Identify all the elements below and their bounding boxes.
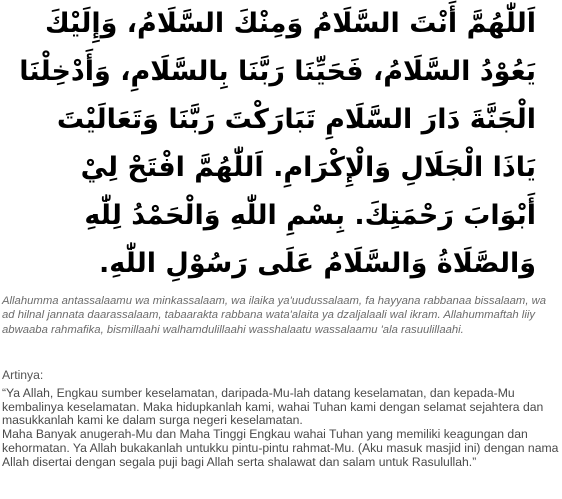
- arabic-line: يَعُوْدُ السَّلَامُ، فَحَيِّنَا رَبَّنَا بِالسَّلَامِ، وَأَدْخِلْنَا: [19, 56, 536, 87]
- arabic-line: اَللّٰهُمَّ أَنْتَ السَّلَامُ وَمِنْكَ السَّلَامُ، وَإِلَيْكَ: [45, 8, 536, 39]
- arabic-line: الْجَنَّةَ دَارَ السَّلَامِ تَبَارَكْتَ رَبَّنَا وَتَعَالَيْتَ: [56, 104, 536, 135]
- translation-paragraph: Maha Banyak anugerah-Mu dan Maha Tinggi Engkau wahai Tuhan yang memiliki keagungan dan kehormatan. Ya Allah bukakanlah untukku pintu-pintu rahmat-Mu. (Aku masuk masjid ini) dengan nama Allah disertai dengan segala puji bagi Allah serta shalawat dan salam untuk Rasulullah.”: [2, 427, 559, 469]
- arabic-line: أَبْوَابَ رَحْمَتِكَ. بِسْمِ اللّٰهِ وَالْحَمْدُ لِلّٰهِ: [84, 200, 536, 231]
- translation-paragraph: “Ya Allah, Engkau sumber keselamatan, daripada-Mu-lah datang keselamatan, dan kepada-Mu kembalinya keselamatan. Maka hidupkanlah kami, wahai Tuhan kami dengan selamat sejahtera dan masukkanlah kami ke dalam surga negeri keselamatan.: [2, 386, 544, 428]
- translation-label: Artinya:: [2, 368, 44, 382]
- arabic-line: وَالصَّلَاةُ وَالسَّلَامُ عَلَى رَسُوْلِ اللّٰهِ.: [98, 248, 536, 279]
- arabic-line: يَاذَا الْجَلَالِ وَالْإِكْرَامِ. اَللّٰهُمَّ افْتَحْ لِيْ: [80, 152, 536, 183]
- transliteration-text: Allahumma antassalaamu wa minkassalaam, wa ilaika ya'uudussalaam, fa hayyana rabbanaa bissalaam, wa ad hilnal jannata daarassalaam, tabaarakta rabbana wata'alaita ya dzaljalaali wal ikram. Allahummaftah liiy abwaaba rahmafika, bismillaahi walhamdulillaahi wasshalaatu wassalaamu 'ala rasuulillaahi.: [2, 295, 547, 336]
- translation-text: [2, 387, 560, 469]
